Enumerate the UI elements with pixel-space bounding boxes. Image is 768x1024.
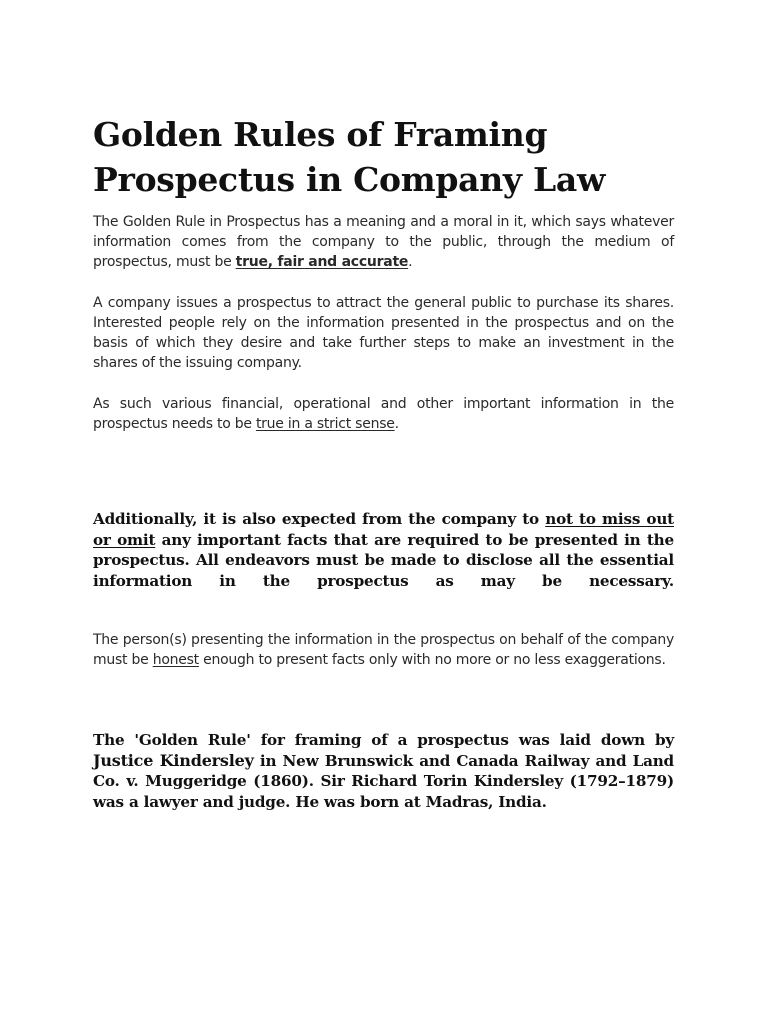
emphasis-true-strict-sense: true in a strict sense [255,416,395,432]
paragraph-text: . [408,254,413,270]
paragraph-text: Additionally, it is also expected from the company to [93,510,546,528]
paragraph-not-miss-out [93,509,674,591]
paragraph-golden-rule-meaning [93,212,674,272]
paragraph-text: any important facts that are required to be presented in the prospectus. All endeavors must be made to disclose all the essential information in the prospectus as may be necessary. [93,530,674,590]
paragraph-text: enough to present facts only with no more or no less exaggerations. [198,652,666,668]
paragraph-company-issues-prospectus [93,293,674,373]
document-title: Golden Rules of Framing Prospectus in Company Law [93,115,606,199]
paragraph-strict-sense [93,394,674,434]
paragraph-text: A company issues a prospectus to attract the general public to purchase its shares. Interested people rely on the information presented in the prospectus and on the basis of which they desire and take further steps to make an investment in the shares of the issuing company. [93,295,674,371]
emphasis-honest: honest [152,652,199,668]
paragraph-text: in New Brunswick and Canada Railway and Land Co. v. Muggeridge (1860). Sir Richard Torin Kindersley (1792–1879) was a lawyer and judge. He was born at Madras, India. [93,751,674,811]
paragraph-text: The person(s) presenting the information in the prospectus on behalf of the company must be [93,632,674,668]
emphasis-justice-kindersley: Justice Kindersley [93,750,254,770]
paragraph-text: . [394,416,399,432]
paragraph-text: As such various financial, operational and other important information in the prospectus needs to be [93,396,674,432]
emphasis-true-fair-accurate: true, fair and accurate [235,254,409,270]
paragraph-text: The 'Golden Rule' for framing of a prospectus was laid down by [93,731,674,749]
paragraph-text: The Golden Rule in Prospectus has a meaning and a moral in it, which says whatever information comes from the company to the public, through the medium of prospectus, must be [93,214,674,270]
paragraph-honest-presenter [93,630,674,670]
paragraph-justice-kindersley [93,730,674,812]
emphasis-not-miss-out: not to miss out or omit [93,510,675,549]
